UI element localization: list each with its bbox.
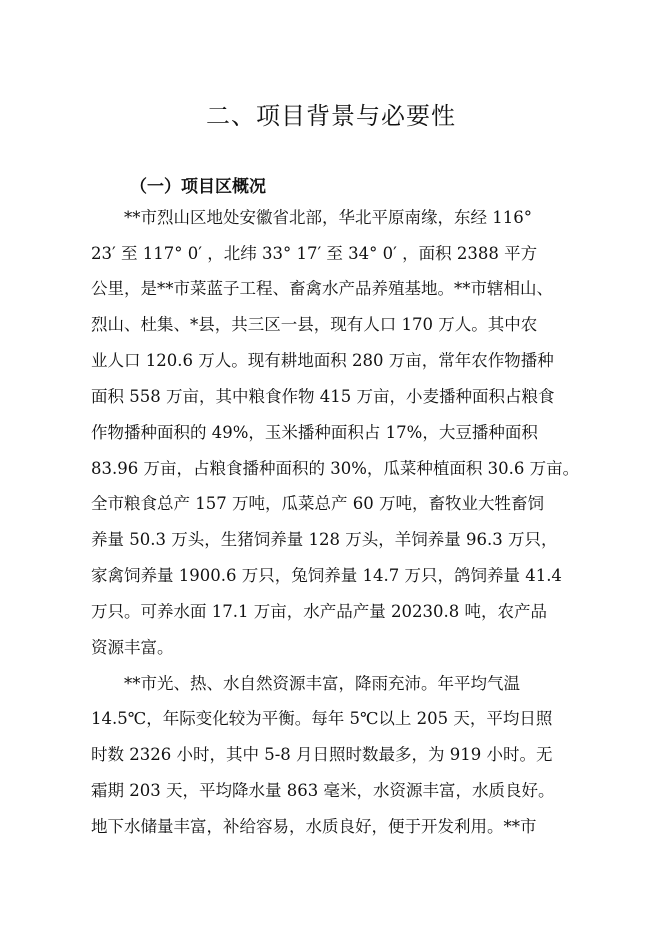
paragraph-line: 万只。可养水面 17.1 万亩，水产品产量 20230.8 吨，农产品 bbox=[91, 602, 547, 621]
section-heading: （一）项目区概况 bbox=[130, 177, 266, 197]
paragraph-line: 面积 558 万亩，其中粮食作物 415 万亩，小麦播种面积占粮食 bbox=[91, 387, 555, 406]
paragraph-line: 烈山、杜集、*县，共三区一县，现有人口 170 万人。其中农 bbox=[91, 315, 538, 334]
paragraph-line: **市光、热、水自然资源丰富，降雨充沛。年平均气温 bbox=[124, 674, 520, 693]
paragraph-line: 83.96 万亩，占粮食播种面积的 30%，瓜菜种植面积 30.6 万亩。 bbox=[91, 459, 580, 478]
paragraph-line: 家禽饲养量 1900.6 万只，兔饲养量 14.7 万只，鸽饲养量 41.4 bbox=[91, 566, 562, 585]
paragraph-line: **市烈山区地处安徽省北部，华北平原南缘，东经 116° bbox=[124, 208, 532, 227]
page-title: 二、项目背景与必要性 bbox=[206, 102, 456, 130]
paragraph-line: 14.5℃，年际变化较为平衡。每年 5℃以上 205 天，平均日照 bbox=[91, 709, 553, 728]
paragraph-line: 霜期 203 天，平均降水量 863 毫米，水资源丰富，水质良好。 bbox=[91, 781, 555, 800]
paragraph-line: 业人口 120.6 万人。现有耕地面积 280 万亩，常年农作物播种 bbox=[91, 351, 554, 370]
paragraph-line: 地下水储量丰富，补给容易，水质良好，便于开发利用。**市 bbox=[91, 817, 537, 836]
paragraph-line: 23′ 至 117° 0′ ，北纬 33° 17′ 至 34° 0′ ，面积 2388 平方 bbox=[91, 244, 538, 263]
paragraph-line: 资源丰富。 bbox=[91, 638, 174, 657]
paragraph-line: 时数 2326 小时，其中 5-8 月日照时数最多，为 919 小时。无 bbox=[91, 745, 553, 764]
paragraph-line: 公里，是**市菜蓝子工程、畜禽水产品养殖基地。**市辖相山、 bbox=[91, 279, 553, 298]
paragraph-line: 全市粮食总产 157 万吨，瓜菜总产 60 万吨，畜牧业大牲畜饲 bbox=[91, 494, 544, 513]
paragraph-line: 作物播种面积的 49%，玉米播种面积占 17%，大豆播种面积 bbox=[91, 423, 538, 442]
paragraph-line: 养量 50.3 万头，生猪饲养量 128 万头，羊饲养量 96.3 万只， bbox=[91, 530, 558, 549]
